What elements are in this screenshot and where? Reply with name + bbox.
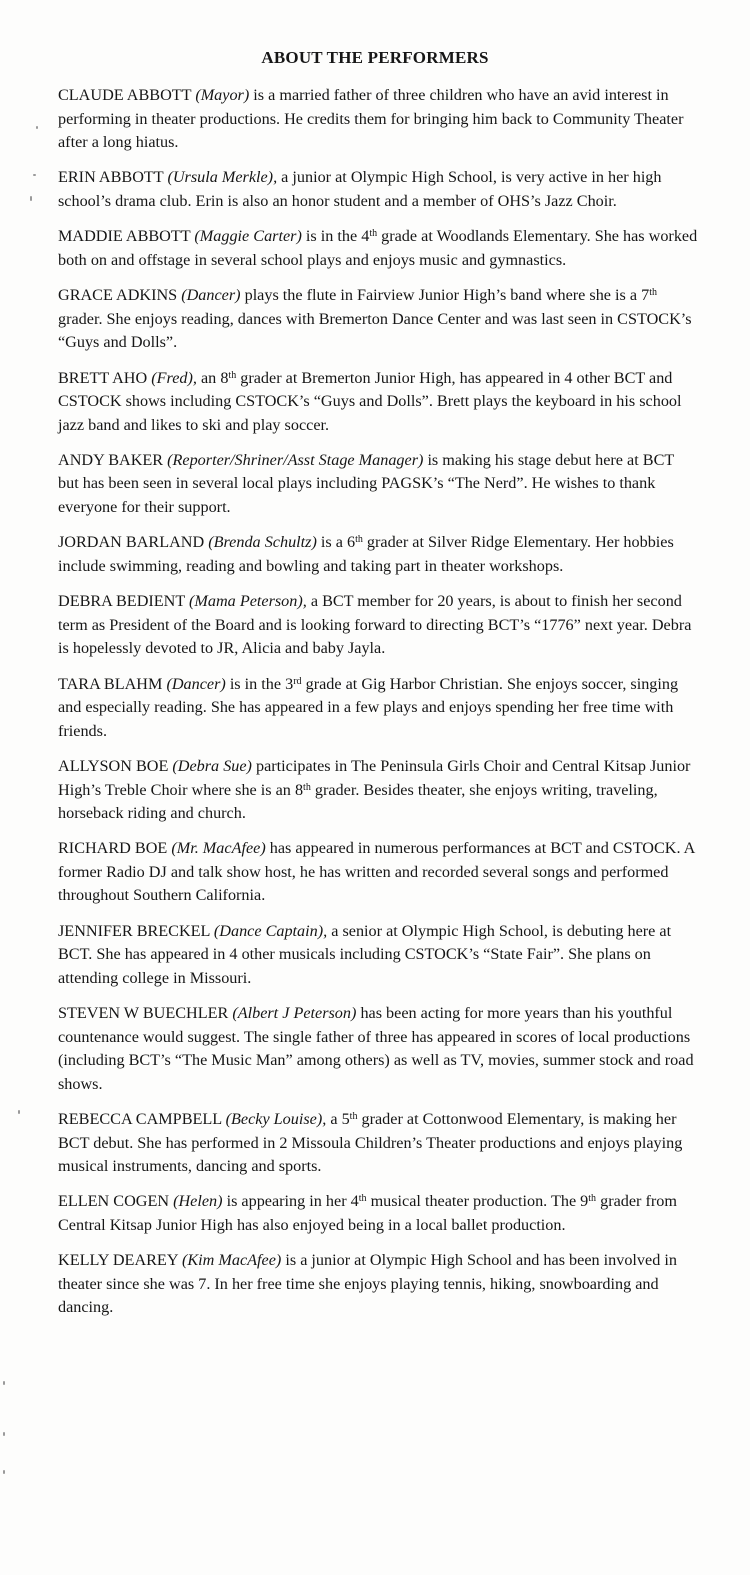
- performer-role: (Helen): [173, 1192, 223, 1211]
- bio-text: a junior at Olympic High School, is very active in her high school’s drama club. Erin is also an honor student and a member of OHS’s Jazz Choir.: [58, 168, 662, 210]
- performer-role: (Becky Louise),: [225, 1110, 327, 1129]
- bio-paragraph: [58, 1108, 698, 1179]
- bio-text: is a junior at Olympic High School and has been involved in theater since she was 7. In her free time she enjoys playing tennis, hiking, snowboarding and dancing.: [58, 1251, 677, 1317]
- bio-text: is making his stage debut here at BCT but has been seen in several local plays including PAGSK’s “The Nerd”. He wishes to thank everyone for their support.: [58, 450, 674, 516]
- bio-paragraph: [58, 284, 698, 355]
- performer-role: (Dancer): [166, 674, 226, 693]
- ordinal-suffix: th: [369, 228, 378, 240]
- bio-text: has been acting for more years than his youthful countenance would suggest. The single father of three has appeared in scores of local productions (including BCT’s “The Music Man” among others) as well as TV, movies, summer stock and road shows.: [58, 1004, 694, 1093]
- performer-name: BRETT AHO: [58, 368, 148, 387]
- performer-bios: [58, 84, 698, 1332]
- performer-name: ANDY BAKER: [58, 450, 164, 469]
- scan-speck: [3, 1470, 5, 1474]
- performer-role: (Maggie Carter): [194, 227, 302, 246]
- bio-paragraph: [58, 1002, 698, 1096]
- performer-role: (Fred),: [151, 368, 197, 387]
- bio-paragraph: [58, 367, 698, 438]
- performer-name: KELLY DEAREY: [58, 1251, 178, 1270]
- performer-role: (Brenda Schultz): [208, 533, 317, 552]
- scan-speck: [3, 1381, 5, 1385]
- bio-text: is appearing in her 4th musical theater production. The 9th grader from Central Kitsap Junior High has also enjoyed being in a local ballet production.: [58, 1192, 677, 1234]
- ordinal-suffix: th: [349, 1111, 358, 1123]
- bio-text: a BCT member for 20 years, is about to finish her second term as President of the Board and is looking forward to directing BCT’s “1776” next year. Debra is hopelessly devoted to JR, Alicia and baby Jayla.: [58, 592, 692, 658]
- scan-speck: [3, 1432, 5, 1436]
- performer-role: (Albert J Peterson): [232, 1004, 357, 1023]
- bio-paragraph: [58, 590, 698, 661]
- bio-paragraph: [58, 1249, 698, 1320]
- ordinal-suffix: th: [588, 1193, 597, 1205]
- bio-text: has appeared in numerous performances at BCT and CSTOCK. A former Radio DJ and talk show host, he has written and recorded several songs and performed throughout Southern California.: [58, 839, 695, 905]
- bio-paragraph: [58, 449, 698, 520]
- performer-role: (Reporter/Shriner/Asst Stage Manager): [167, 450, 424, 469]
- bio-paragraph: [58, 225, 698, 272]
- performer-role: (Mr. MacAfee): [171, 839, 266, 858]
- bio-paragraph: [58, 531, 698, 578]
- bio-text: a 5th grader at Cottonwood Elementary, is making her BCT debut. She has performed in 2 Missoula Children’s Theater productions and enjoys playing musical instruments, dancing and sports.: [58, 1110, 683, 1176]
- performer-name: GRACE ADKINS: [58, 286, 178, 305]
- ordinal-suffix: th: [358, 1193, 367, 1205]
- bio-paragraph: [58, 837, 698, 908]
- performer-name: ERIN ABBOTT: [58, 168, 164, 187]
- scan-speck: [36, 126, 38, 129]
- performer-role: (Debra Sue): [172, 757, 252, 776]
- performer-name: REBECCA CAMPBELL: [58, 1110, 222, 1129]
- ordinal-suffix: th: [303, 781, 311, 793]
- bio-text: is in the 4th grade at Woodlands Elementary. She has worked both on and offstage in several school plays and enjoys music and gymnastics.: [58, 227, 698, 269]
- scan-speck: [33, 174, 36, 176]
- performer-name: TARA BLAHM: [58, 674, 163, 693]
- performer-name: RICHARD BOE: [58, 839, 168, 858]
- performer-role: (Mama Peterson),: [189, 592, 307, 611]
- bio-text: is a married father of three children who have an avid interest in performing in theater productions. He credits them for bringing him back to Community Theater after a long hiatus.: [58, 86, 684, 151]
- bio-text: an 8th grader at Bremerton Junior High, has appeared in 4 other BCT and CSTOCK shows including CSTOCK’s “Guys and Dolls”. Brett plays the keyboard in his school jazz band and likes to ski and play soccer.: [58, 368, 682, 434]
- performer-role: (Ursula Merkle),: [167, 168, 278, 187]
- performer-name: ELLEN COGEN: [58, 1192, 170, 1211]
- bio-paragraph: [58, 920, 698, 991]
- performer-name: JENNIFER BRECKEL: [58, 921, 210, 940]
- bio-text: is in the 3rd grade at Gig Harbor Christian. She enjoys soccer, singing and especially reading. She has appeared in a few plays and enjoys spending her free time with friends.: [58, 674, 679, 740]
- scan-speck: [30, 196, 32, 201]
- bio-paragraph: [58, 755, 698, 826]
- bio-text: participates in The Peninsula Girls Choir and Central Kitsap Junior High’s Treble Choir where she is an 8th grader. Besides theater, she enjoys writing, traveling, horseback riding and church.: [58, 757, 691, 823]
- scan-speck: [18, 1110, 20, 1114]
- bio-paragraph: [58, 166, 698, 213]
- bio-text: a senior at Olympic High School, is debuting here at BCT. She has appeared in 4 other musicals including CSTOCK’s “State Fair”. She plans on attending college in Missouri.: [58, 921, 672, 987]
- ordinal-suffix: th: [649, 287, 657, 299]
- performer-role: (Kim MacAfee): [181, 1251, 282, 1270]
- performer-name: DEBRA BEDIENT: [58, 592, 185, 611]
- performer-name: STEVEN W BUECHLER: [58, 1004, 229, 1023]
- performer-name: CLAUDE ABBOTT: [58, 86, 192, 104]
- bio-paragraph: [58, 1190, 698, 1237]
- bio-paragraph: [58, 84, 698, 155]
- page-title: ABOUT THE PERFORMERS: [261, 48, 489, 67]
- ordinal-suffix: th: [228, 369, 237, 381]
- performer-name: MADDIE ABBOTT: [58, 227, 191, 246]
- bio-text: is a 6th grader at Silver Ridge Elementary. Her hobbies include swimming, reading and bowling and taking part in theater workshops.: [58, 533, 674, 575]
- performer-name: JORDAN BARLAND: [58, 533, 205, 552]
- performer-role: (Dancer): [181, 286, 241, 305]
- performer-role: (Dance Captain),: [213, 921, 328, 940]
- ordinal-suffix: rd: [293, 675, 302, 687]
- performer-name: ALLYSON BOE: [58, 757, 169, 776]
- ordinal-suffix: th: [355, 534, 363, 546]
- bio-paragraph: [58, 673, 698, 744]
- bio-text: plays the flute in Fairview Junior High’s band where she is a 7th grader. She enjoys reading, dances with Bremerton Dance Center and was last seen in CSTOCK’s “Guys and Dolls”.: [58, 286, 692, 352]
- performer-role: (Mayor): [195, 86, 250, 104]
